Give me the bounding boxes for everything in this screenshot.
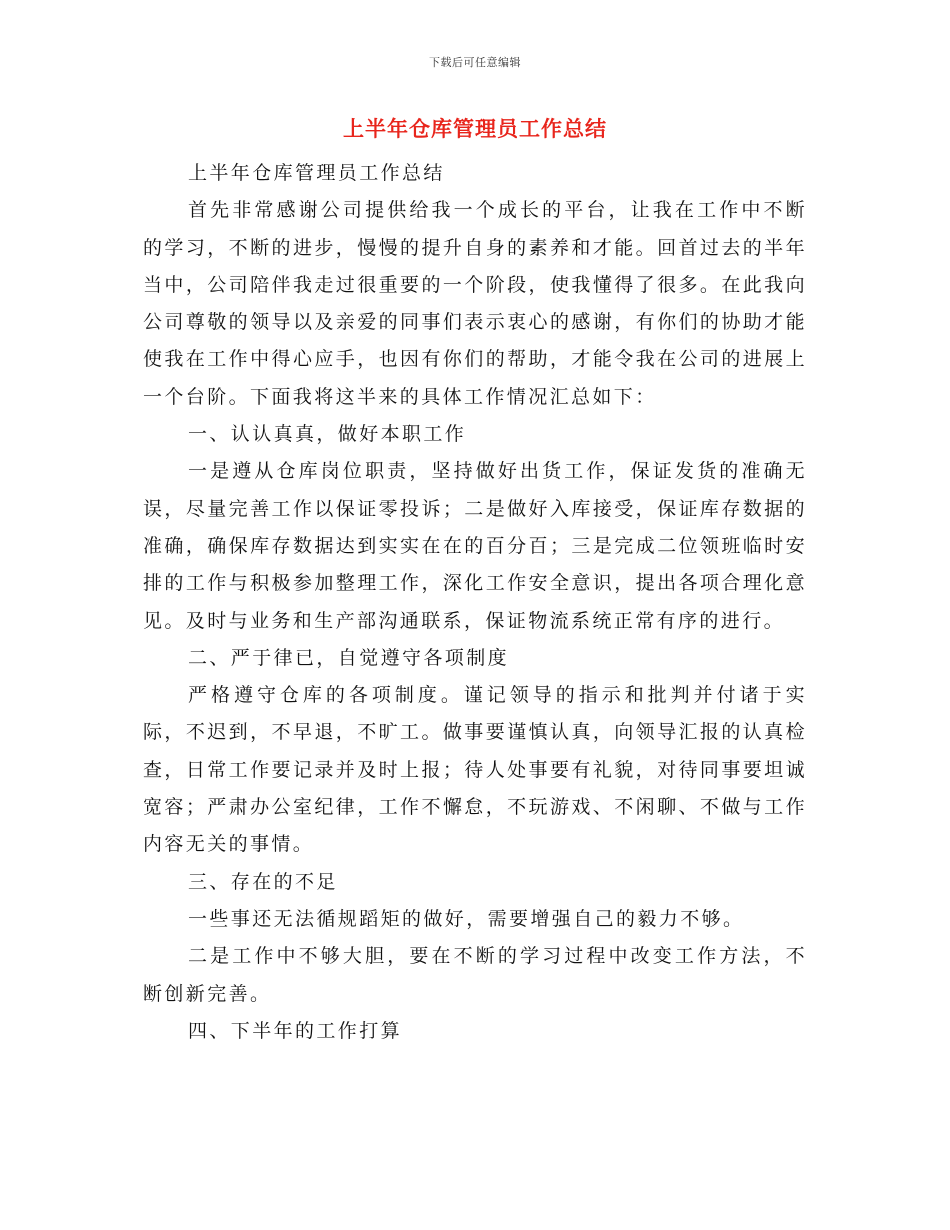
- paragraph-intro: 首先非常感谢公司提供给我一个成长的平台，让我在工作中不断的学习，不断的进步，慢慢的提升自身的素养和才能。回首过去的半年当中，公司陪伴我走过很重要的一个阶段，使我懂得了很多。在此我向公司尊敬的领导以及亲爱的同事们表示衷心的感谢，有你们的协助才能使我在工作中得心应手，也因有你们的帮助，才能令我在公司的进展上一个台阶。下面我将这半来的具体工作情况汇总如下：: [143, 199, 807, 408]
- section-heading-1: 一、认认真真，做好本职工作: [188, 423, 467, 446]
- section-heading-3: 三、存在的不足: [188, 870, 338, 893]
- paragraph-shortcoming-1: 一些事还无法循规蹈矩的做好，需要增强自己的毅力不够。: [188, 907, 745, 930]
- paragraph-section-2: 严格遵守仓库的各项制度。谨记领导的指示和批判并付诸于实际，不迟到，不早退，不旷工。做事要谨慎认真，向领导汇报的认真检查，日常工作要记录并及时上报；待人处事要有礼貌，对待同事要坦诚宽容；严肃办公室纪律，工作不懈怠，不玩游戏、不闲聊、不做与工作内容无关的事情。: [143, 684, 807, 856]
- section-heading-2: 二、严于律已，自觉遵守各项制度: [188, 646, 510, 669]
- document-title: 上半年仓库管理员工作总结: [343, 117, 607, 141]
- document-body: [143, 155, 807, 1050]
- paragraph-section-1: 一是遵从仓库岗位职责，坚持做好出货工作，保证发货的准确无误，尽量完善工作以保证零投诉；二是做好入库接受，保证库存数据的准确，确保库存数据达到实实在在的百分百；三是完成二位领班临时安排的工作与积极参加整理工作，深化工作安全意识，提出各项合理化意见。及时与业务和生产部沟通联系，保证物流系统正常有序的进行。: [143, 460, 807, 632]
- section-heading-4: 四、下半年的工作打算: [188, 1019, 403, 1042]
- paragraph-subtitle: 上半年仓库管理员工作总结: [188, 162, 445, 184]
- paragraph-shortcoming-2: 二是工作中不够大胆，要在不断的学习过程中改变工作方法，不断创新完善。: [143, 945, 807, 1005]
- page-header-note: 下载后可任意编辑: [429, 56, 521, 69]
